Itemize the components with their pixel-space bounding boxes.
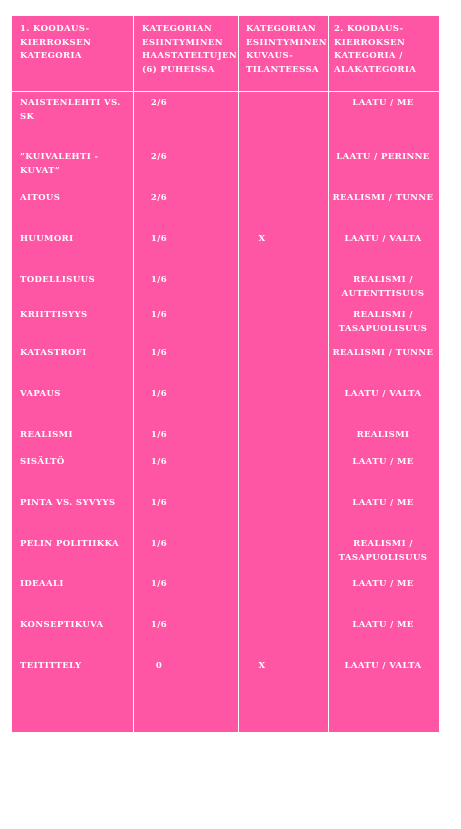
category-table [12,16,439,732]
header-divider [12,91,439,92]
row-interviews: 1/6 [150,275,168,285]
row-interviews: 2/6 [150,193,168,203]
row-category: AITOUS [20,193,61,203]
row-category: SISÄLTÖ [20,457,65,467]
row-interviews: 1/6 [150,457,168,467]
row-interviews: 1/6 [150,498,168,508]
row-category2: REALISMI [356,430,410,440]
row-interviews: 0 [155,661,163,671]
row-interviews: 2/6 [150,98,168,108]
row-category: IDEAALI [20,579,64,589]
row-category2: REALISMI / TASAPUOLISUUS [338,539,428,563]
row-category: TODELLISUUS [20,275,96,285]
row-category2: REALISMI / TUNNE [332,348,434,358]
row-category2: REALISMI / TASAPUOLISUUS [338,310,428,334]
row-interviews: 1/6 [150,539,168,549]
row-category2: LAATU / VALTA [344,389,422,399]
header-round1-category: 1. KOODAUS- KIERROKSEN KATEGORIA [20,24,92,61]
row-category2: REALISMI / TUNNE [332,193,434,203]
row-category2: LAATU / ME [352,579,414,589]
row-category2: LAATU / ME [352,457,414,467]
row-category: REALISMI [20,430,73,440]
header-shoot-occurrence: KATEGORIAN ESIINTYMINEN KUVAUS- TILANTEESSA [246,24,327,75]
row-category2: LAATU / PERINNE [336,152,430,162]
row-shoot: X [258,234,266,244]
row-interviews: 1/6 [150,348,168,358]
row-category: NAISTENLEHTI VS. SK [20,98,121,122]
row-category2: LAATU / ME [352,620,414,630]
header-interview-occurrence: KATEGORIAN ESIINTYMINEN HAASTATELTUJEN (6) PUHEISSA [142,24,238,75]
header-round2-category: 2. KOODAUS- KIERROKSEN KATEGORIA / ALAKATEGORIA [334,24,417,75]
row-interviews: 1/6 [150,234,168,244]
row-category2: LAATU / VALTA [344,661,422,671]
row-category: HUUMORI [20,234,74,244]
row-interviews: 1/6 [150,310,168,320]
row-interviews: 1/6 [150,430,168,440]
row-category2: LAATU / ME [352,98,414,108]
row-shoot: X [258,661,266,671]
row-category: KONSEPTIKUVA [20,620,104,630]
row-interviews: 1/6 [150,389,168,399]
row-interviews: 1/6 [150,579,168,589]
row-category2: REALISMI / AUTENTTISUUS [341,275,425,299]
row-category: PELIN POLITIIKKA [20,539,120,549]
row-interviews: 2/6 [150,152,168,162]
row-category2: LAATU / VALTA [344,234,422,244]
row-category: ”KUIVALEHTI -KUVAT” [20,152,99,176]
column-divider [238,16,239,732]
row-interviews: 1/6 [150,620,168,630]
row-category: PINTA VS. SYVYYS [20,498,116,508]
row-category: VAPAUS [20,389,61,399]
row-category2: LAATU / ME [352,498,414,508]
row-category: KATASTROFI [20,348,87,358]
row-category: TEITITTELY [20,661,82,671]
row-category: KRIITTISYYS [20,310,88,320]
